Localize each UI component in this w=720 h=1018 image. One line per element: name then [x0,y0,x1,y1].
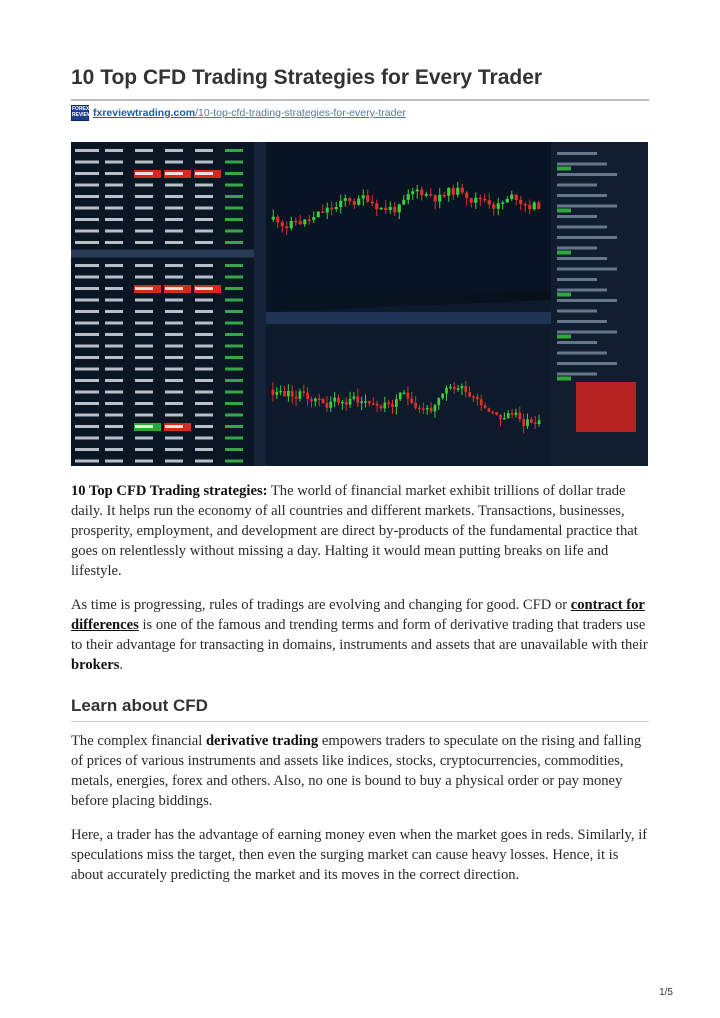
contract-for-differences-link[interactable]: contract for differences [71,597,645,633]
source-link[interactable] [71,105,406,121]
brokers-bold: brokers [71,657,120,673]
title-divider [71,99,649,101]
intro-lead: 10 Top CFD Trading strategies: [71,483,268,499]
derivative-trading-bold: derivative trading [205,733,319,749]
paragraph-market-direction [71,825,649,885]
section-divider [71,721,649,722]
p4-text: Here, a trader has the advantage of earning money even when the market goes in reds. Similarly, if speculations miss the target, then even the surging market can cause heavy losses. Hence, it is about accurately predicting the market and its moves in the correct direction. [71,827,648,883]
p2-text-a: As time is progressing, rules of tradings are evolving and changing for good. CFD or [71,597,571,613]
paragraph-derivative-trading [71,731,649,811]
section-heading-learn-about-cfd: Learn about CFD [71,696,208,715]
page-title: 10 Top CFD Trading Strategies for Every Trader [71,66,543,89]
site-favicon-icon: FOREX REVIEW [71,105,89,121]
page-number: 1/5 [659,987,673,998]
intro-text: The world of financial market exhibit trillions of dollar trade daily. It helps run the economy of all countries and different markets. Transactions, businesses, prosperity, employment, and development are direct by-products of the fundamental practice that goes on relentlessly without missing a day. Halting it would mean putting breaks on life and lifestyle. [71,483,638,579]
paragraph-cfd-definition [71,595,649,675]
trading-screens-photo-icon [71,142,648,466]
hero-image [71,142,648,466]
source-path[interactable]: /10-top-cfd-trading-strategies-for-every-trader [195,107,406,119]
p3-text-b: empowers traders to speculate on the rising and falling of prices of various instruments and assets like indices, stocks, cryptocurrencies, commodities, metals, energies, forex and others. Also, no one is bound to buy a physical order or pay money before placing biddings. [71,733,642,809]
p3-text-a: The complex financial [71,733,206,749]
source-domain[interactable]: fxreviewtrading.com [93,107,196,119]
paragraph-intro [71,481,649,581]
p2-text-c: . [119,657,124,673]
p2-text-b: is one of the famous and trending terms and form of derivative trading that traders use to their advantage for transacting in domains, instruments and assets that are unavailable with their [71,617,648,653]
